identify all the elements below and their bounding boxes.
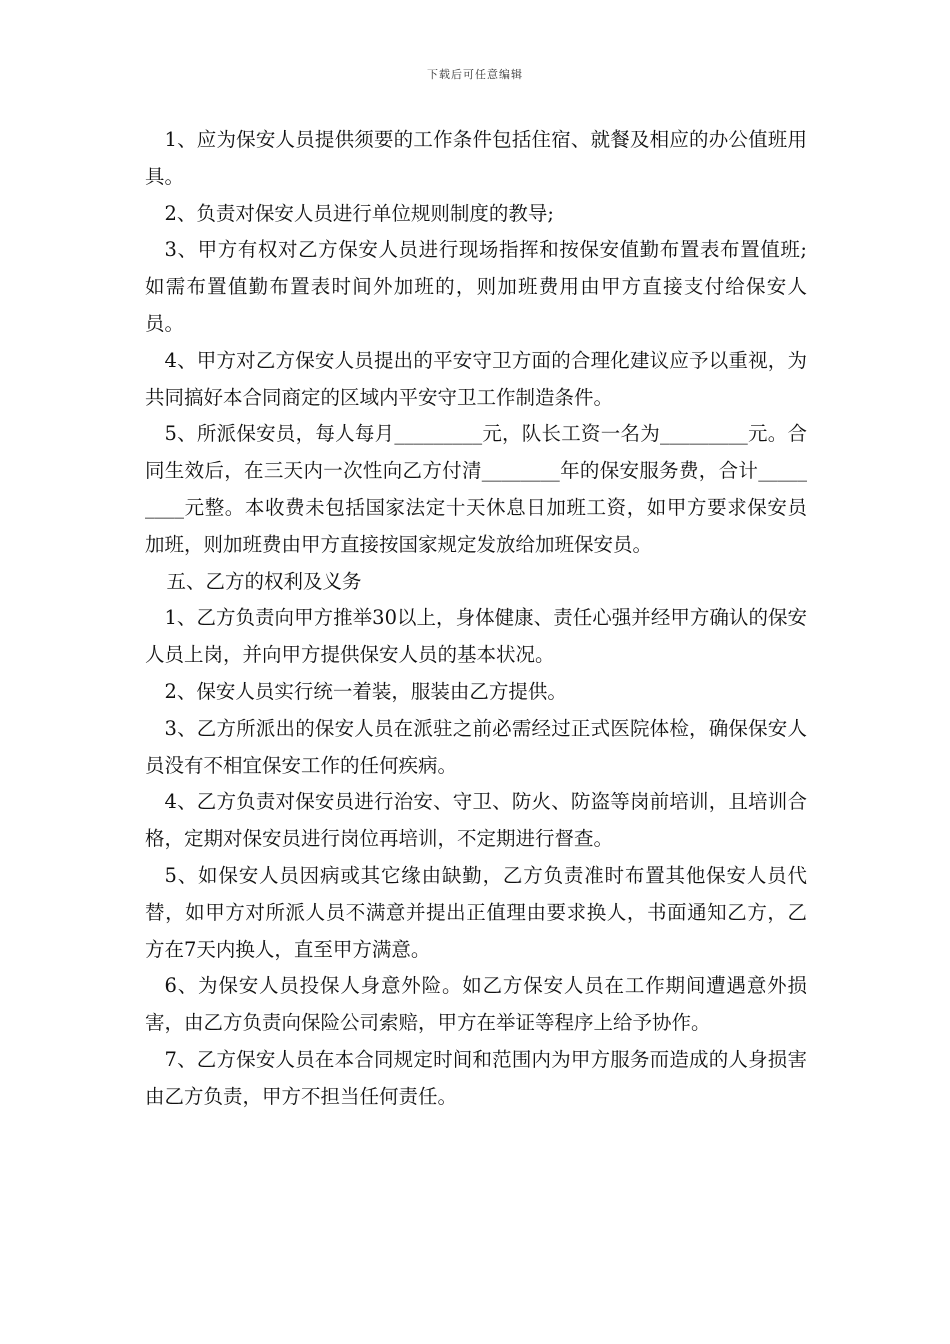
- paragraph-10: 5、如保安人员因病或其它缘由缺勤，乙方负责准时布置其他保安人员代替，如甲方对所派人员不满意并提出正值理由要求换人，书面通知乙方，乙方在7天内换人，直至甲方满意。: [145, 863, 807, 961]
- paragraph-3: 3、甲方有权对乙方保安人员进行现场指挥和按保安值勤布置表布置值班;如需布置值勤布置表时间外加班的，则加班费用由甲方直接支付给保安人员。: [145, 238, 807, 335]
- paragraph-7: 2、保安人员实行统一着装，服装由乙方提供。: [164, 679, 567, 703]
- paragraph-6: 1、乙方负责向甲方推举30以上，身体健康、责任心强并经甲方确认的保安人员上岗，并向甲方提供保安人员的基本状况。: [145, 606, 807, 667]
- paragraph-9: 4、乙方负责对保安员进行治安、守卫、防火、防盗等岗前培训，且培训合格，定期对保安员进行岗位再培训，不定期进行督查。: [145, 790, 807, 851]
- document-body: [145, 122, 807, 1116]
- paragraph-12: 7、乙方保安人员在本合同规定时间和范围内为甲方服务而造成的人身损害由乙方负责，甲方不担当任何责任。: [145, 1047, 807, 1108]
- paragraph-5: 5、所派保安员，每人每月_________元，队长工资一名为_________元。合同生效后，在三天内一次性向乙方付清________年的保安服务费，合计_________元整。本收费未包括国家法定十天休息日加班工资，如甲方要求保安员加班，则加班费由甲方直接按国家规定发放给加班保安员。: [145, 422, 807, 556]
- section-heading-5: 五、乙方的权利及义务: [166, 569, 362, 593]
- paragraph-2: 2、负责对保安人员进行单位规则制度的教导;: [164, 201, 554, 225]
- paragraph-11: 6、为保安人员投保人身意外险。如乙方保安人员在工作期间遭遇意外损害，由乙方负责向保险公司索赔，甲方在举证等程序上给予协作。: [145, 974, 807, 1035]
- paragraph-1: 1、应为保安人员提供须要的工作条件包括住宿、就餐及相应的办公值班用具。: [145, 128, 807, 188]
- paragraph-8: 3、乙方所派出的保安人员在派驻之前必需经过正式医院体检，确保保安人员没有不相宜保安工作的任何疾病。: [145, 716, 807, 777]
- header-note: 下载后可任意编辑: [427, 68, 523, 81]
- paragraph-4: 4、甲方对乙方保安人员提出的平安守卫方面的合理化建议应予以重视，为共同搞好本合同商定的区域内平安守卫工作制造条件。: [145, 348, 807, 409]
